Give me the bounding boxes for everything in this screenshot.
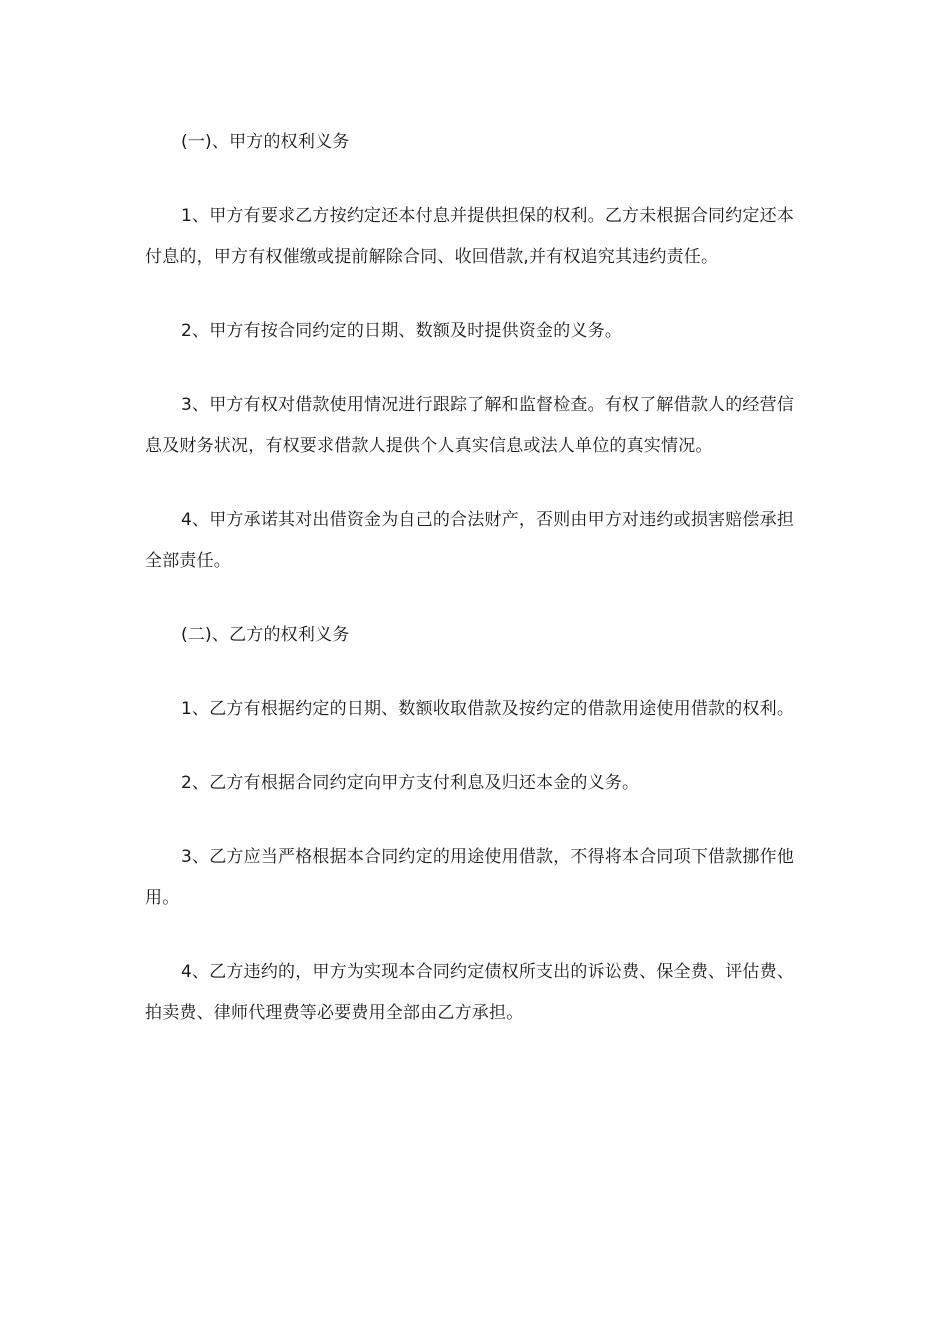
party-a-clause-1: 1、甲方有要求乙方按约定还本付息并提供担保的权利。乙方未根据合同约定还本付息的，甲方有权催缴或提前解除合同、收回借款,并有权追究其违约责任。 [145, 206, 795, 267]
party-a-clause-2: 2、甲方有按合同约定的日期、数额及时提供资金的义务。 [181, 321, 623, 341]
party-b-clause-2: 2、乙方有根据合同约定向甲方支付利息及归还本金的义务。 [181, 773, 640, 793]
document-body [145, 122, 805, 1067]
party-a-clause-4: 4、甲方承诺其对出借资金为自己的合法财产，否则由甲方对违约或损害赔偿承担全部责任。 [145, 510, 795, 571]
party-b-clause-3: 3、乙方应当严格根据本合同约定的用途使用借款，不得将本合同项下借款挪作他用。 [145, 847, 795, 908]
party-b-clause-1: 1、乙方有根据约定的日期、数额收取借款及按约定的借款用途使用借款的权利。 [181, 699, 795, 719]
party-a-clause-3: 3、甲方有权对借款使用情况进行跟踪了解和监督检查。有权了解借款人的经营信息及财务状况，有权要求借款人提供个人真实信息或法人单位的真实情况。 [145, 395, 795, 456]
party-b-clause-4: 4、乙方违约的，甲方为实现本合同约定债权所支出的诉讼费、保全费、评估费、拍卖费、律师代理费等必要费用全部由乙方承担。 [145, 962, 795, 1023]
section-heading-party-b: (二)、乙方的权利义务 [181, 625, 350, 645]
section-heading-party-a: (一)、甲方的权利义务 [181, 132, 350, 152]
